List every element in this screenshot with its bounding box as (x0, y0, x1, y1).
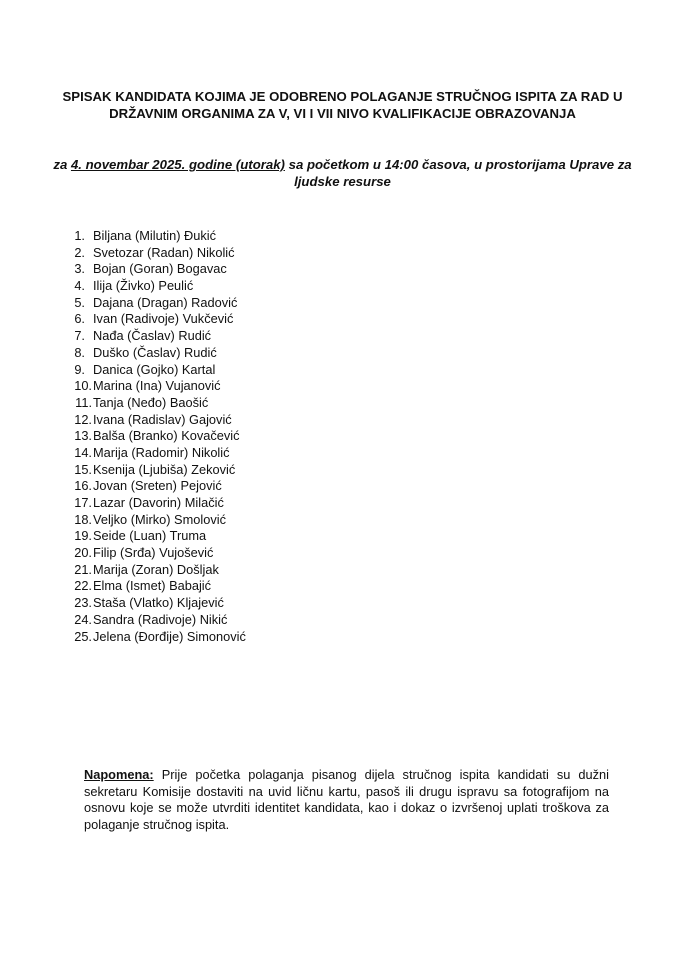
candidate-name: Ivan (Radivoje) Vukčević (93, 311, 234, 327)
candidate-number: 6. (74, 311, 85, 327)
candidate-number: 8. (74, 344, 85, 360)
candidate-name: Balša (Branko) Kovačević (93, 428, 240, 444)
candidate-name: Ivana (Radislav) Gajović (93, 411, 232, 427)
candidate-item (68, 261, 246, 278)
note-paragraph (84, 767, 609, 834)
candidate-item (68, 528, 246, 545)
candidate-number: 5. (74, 294, 85, 310)
candidate-number: 17. (74, 495, 92, 510)
candidate-item (68, 395, 246, 412)
candidate-number: 18. (74, 511, 92, 527)
candidate-name: Dajana (Dragan) Radović (93, 294, 238, 310)
candidate-name: Svetozar (Radan) Nikolić (93, 244, 235, 260)
candidate-number: 14. (74, 444, 92, 460)
candidate-number: 20. (74, 545, 92, 561)
candidate-name: Sandra (Radivoje) Nikić (93, 611, 228, 627)
candidate-number: 4. (74, 278, 85, 294)
exam-date: 4. novembar 2025. godine (utorak) (70, 157, 285, 172)
candidate-name: Marija (Radomir) Nikolić (93, 444, 230, 460)
candidate-name: Duško (Časlav) Rudić (93, 344, 217, 360)
candidate-number: 2. (74, 244, 85, 260)
candidate-name: Elma (Ismet) Babajić (93, 578, 212, 594)
candidate-number: 11. (75, 394, 92, 410)
candidate-name: Ilija (Živko) Peulić (93, 278, 194, 294)
document-title: SPISAK KANDIDATA KOJIMA JE ODOBRENO POLAGANJE STRUČNOG ISPITA ZA RAD U DRŽAVNIM ORGANIMA ZA V, VI I VII NIVO KVALIFIKACIJE OBRAZOVANJA (62, 89, 623, 121)
candidate-item (68, 578, 246, 595)
candidate-name: Veljko (Mirko) Smolović (93, 511, 226, 527)
candidate-name: Tanja (Neđo) Baošić (93, 394, 209, 410)
candidate-item (68, 295, 246, 312)
candidate-name: Lazar (Davorin) Milačić (93, 495, 224, 510)
candidate-number: 7. (74, 328, 85, 344)
candidate-number: 1. (74, 228, 85, 243)
candidate-item (68, 512, 246, 529)
candidate-item (68, 445, 246, 462)
candidate-item (68, 629, 246, 646)
candidate-item (68, 378, 246, 395)
candidate-number: 16. (74, 478, 92, 494)
note-text: Prije početka polaganja pisanog dijela stručnog ispita kandidati su dužni sekretaru Komisije dostaviti na uvid ličnu kartu, pasoš ili drugu ispravu sa fotografijom na osnovu koje se može utvrditi identitet kandidata, kao i dokaz o izvršenoj uplati troškova za polaganje stručnog ispita. (84, 767, 609, 833)
candidate-name: Ksenija (Ljubiša) Zeković (93, 461, 236, 477)
candidate-item (68, 311, 246, 328)
candidate-name: Nađa (Časlav) Rudić (93, 328, 212, 344)
candidate-name: Filip (Srđa) Vujošević (93, 545, 214, 561)
candidate-item (68, 478, 246, 495)
candidate-name: Jovan (Sreten) Pejović (93, 478, 222, 494)
candidate-number: 3. (74, 261, 85, 277)
candidate-name: Biljana (Milutin) Đukić (93, 228, 217, 243)
candidate-name: Marina (Ina) Vujanović (93, 378, 221, 394)
exam-schedule (40, 156, 645, 190)
candidate-list (68, 228, 246, 645)
candidate-number: 9. (74, 361, 85, 377)
candidate-number: 22. (74, 578, 92, 594)
candidate-item (68, 595, 246, 612)
candidate-number: 21. (74, 561, 92, 577)
candidate-number: 15. (74, 461, 92, 477)
candidate-number: 12. (74, 411, 92, 427)
candidate-number: 10. (74, 378, 92, 394)
candidate-item (68, 278, 246, 295)
candidate-name: Seide (Luan) Truma (93, 528, 207, 544)
candidate-name: Staša (Vlatko) Kljajević (93, 595, 224, 611)
candidate-item (68, 612, 246, 629)
candidate-item (68, 228, 246, 245)
candidate-item (68, 412, 246, 429)
candidate-number: 25. (74, 628, 92, 644)
candidate-item (68, 328, 246, 345)
candidate-item (68, 462, 246, 479)
schedule-details: sa početkom u 14:00 časova, u prostorijama Uprave za ljudske resurse (284, 157, 632, 189)
candidate-name: Marija (Zoran) Došljak (93, 561, 219, 577)
candidate-number: 23. (74, 595, 92, 611)
candidate-item (68, 362, 246, 379)
candidate-number: 19. (74, 528, 92, 544)
candidate-number: 13. (74, 428, 92, 444)
candidate-item (68, 495, 246, 512)
note-label: Napomena: (84, 767, 154, 782)
candidate-item (68, 245, 246, 262)
candidate-name: Jelena (Đorđije) Simonović (93, 628, 246, 644)
candidate-number: 24. (74, 611, 92, 627)
schedule-prefix: za (53, 157, 71, 172)
candidate-item (68, 428, 246, 445)
candidate-name: Danica (Gojko) Kartal (93, 361, 216, 377)
candidate-item (68, 562, 246, 579)
candidate-name: Bojan (Goran) Bogavac (93, 261, 227, 277)
candidate-item (68, 545, 246, 562)
candidate-item (68, 345, 246, 362)
